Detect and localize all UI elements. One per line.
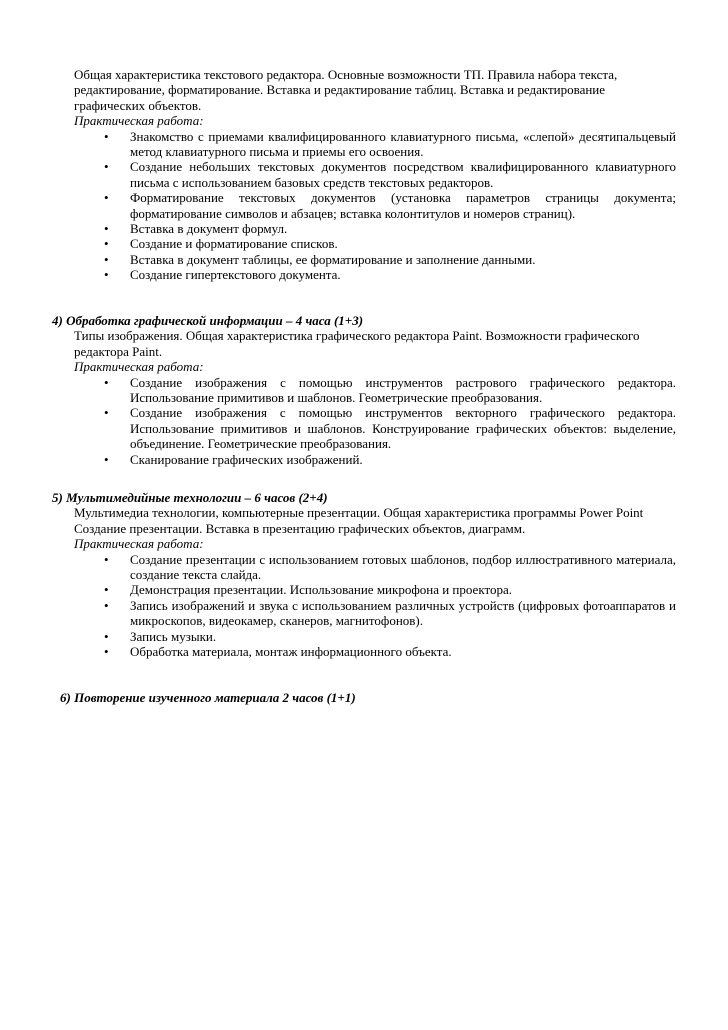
bullet-icon: •: [104, 597, 109, 613]
list-item: • Вставка в документ таблицы, ее форматирование и заполнение данными.: [104, 251, 536, 267]
bullet-icon: •: [104, 551, 109, 567]
section-review: [0, 690, 728, 705]
bullet-icon: •: [104, 451, 109, 467]
bullet-icon: •: [104, 644, 109, 660]
list-item: • Запись музыки.: [104, 628, 217, 644]
list-item: • Обработка материала, монтаж информационного объекта.: [104, 644, 452, 660]
bullet-icon: •: [104, 190, 109, 206]
list-item: • Создание изображения с помощью инструментов векторного графического редактора. Использование примитивов и шаблонов. Конструирование графических объектов: выделение, объединение. Геометрические преобразования.: [104, 405, 676, 452]
list-item: • Форматирование текстовых документов (установка параметров страницы документа; форматирование символов и абзацев; вставка колонтитулов и номеров страниц).: [104, 190, 676, 221]
bullet-icon: •: [104, 236, 109, 252]
section-intro: Общая характеристика текстового редактора. Основные возможности ТП. Правила набора текста, редактирование, форматирование. Вставка и редактирование таблиц. Вставка и редактирование графических объектов.: [74, 67, 618, 113]
practice-label: Практическая работа:: [74, 536, 204, 552]
bullet-icon: •: [104, 582, 109, 598]
list-item: • Создание изображения с помощью инструментов растрового графического редактора. Использование примитивов и шаблонов. Геометрические преобразования.: [104, 374, 676, 406]
bullet-icon: •: [104, 267, 109, 283]
list-item: • Создание и форматирование списков.: [104, 236, 338, 252]
list-item: • Создание гипертекстового документа.: [104, 267, 341, 283]
list-item: • Вставка в документ формул.: [104, 221, 288, 237]
section-text-editor: [0, 67, 728, 283]
practice-list: [0, 129, 728, 283]
section-multimedia: [0, 490, 728, 659]
practice-label: Практическая работа:: [74, 359, 204, 375]
bullet-icon: •: [104, 159, 109, 175]
bullet-icon: •: [104, 405, 109, 421]
list-item: • Создание презентации с использованием готовых шаблонов, подбор иллюстративного материала, создание текста слайда.: [104, 551, 676, 583]
list-item: • Сканирование графических изображений.: [104, 451, 363, 467]
list-item: • Запись изображений и звука с использованием различных устройств (цифровых фотоаппаратов и микроскопов, видеокамер, сканеров, магнитофонов).: [104, 597, 676, 629]
bullet-icon: •: [104, 128, 109, 144]
section-heading: 5) Мультимедийные технологии – 6 часов (2+4): [52, 490, 328, 505]
section-intro: Мультимедиа технологии, компьютерные презентации. Общая характеристика программы Power Point Создание презентации. Вставка в презентацию графических объектов, диаграмм.: [74, 505, 644, 536]
practice-label: Практическая работа:: [74, 113, 204, 129]
section-intro: Типы изображения. Общая характеристика графического редактора Paint. Возможности графического редактора Paint.: [74, 328, 640, 359]
bullet-icon: •: [104, 628, 109, 644]
section-heading: 6) Повторение изученного материала 2 часов (1+1): [60, 690, 356, 705]
section-heading: 4) Обработка графической информации – 4 часа (1+3): [52, 313, 364, 328]
bullet-icon: •: [104, 374, 109, 390]
practice-list: [0, 375, 728, 467]
list-item: • Демонстрация презентации. Использование микрофона и проектора.: [104, 582, 512, 598]
bullet-icon: •: [104, 221, 109, 237]
list-item: • Знакомство с приемами квалифицированного клавиатурного письма, «слепой» десятипальцевый метод клавиатурного письма и приемы его освоения.: [104, 128, 676, 160]
section-graphics: [0, 313, 728, 467]
practice-list: [0, 552, 728, 660]
bullet-icon: •: [104, 251, 109, 267]
list-item: • Создание небольших текстовых документов посредством квалифицированного клавиатурного письма с использованием базовых средств текстовых редакторов.: [104, 159, 676, 190]
